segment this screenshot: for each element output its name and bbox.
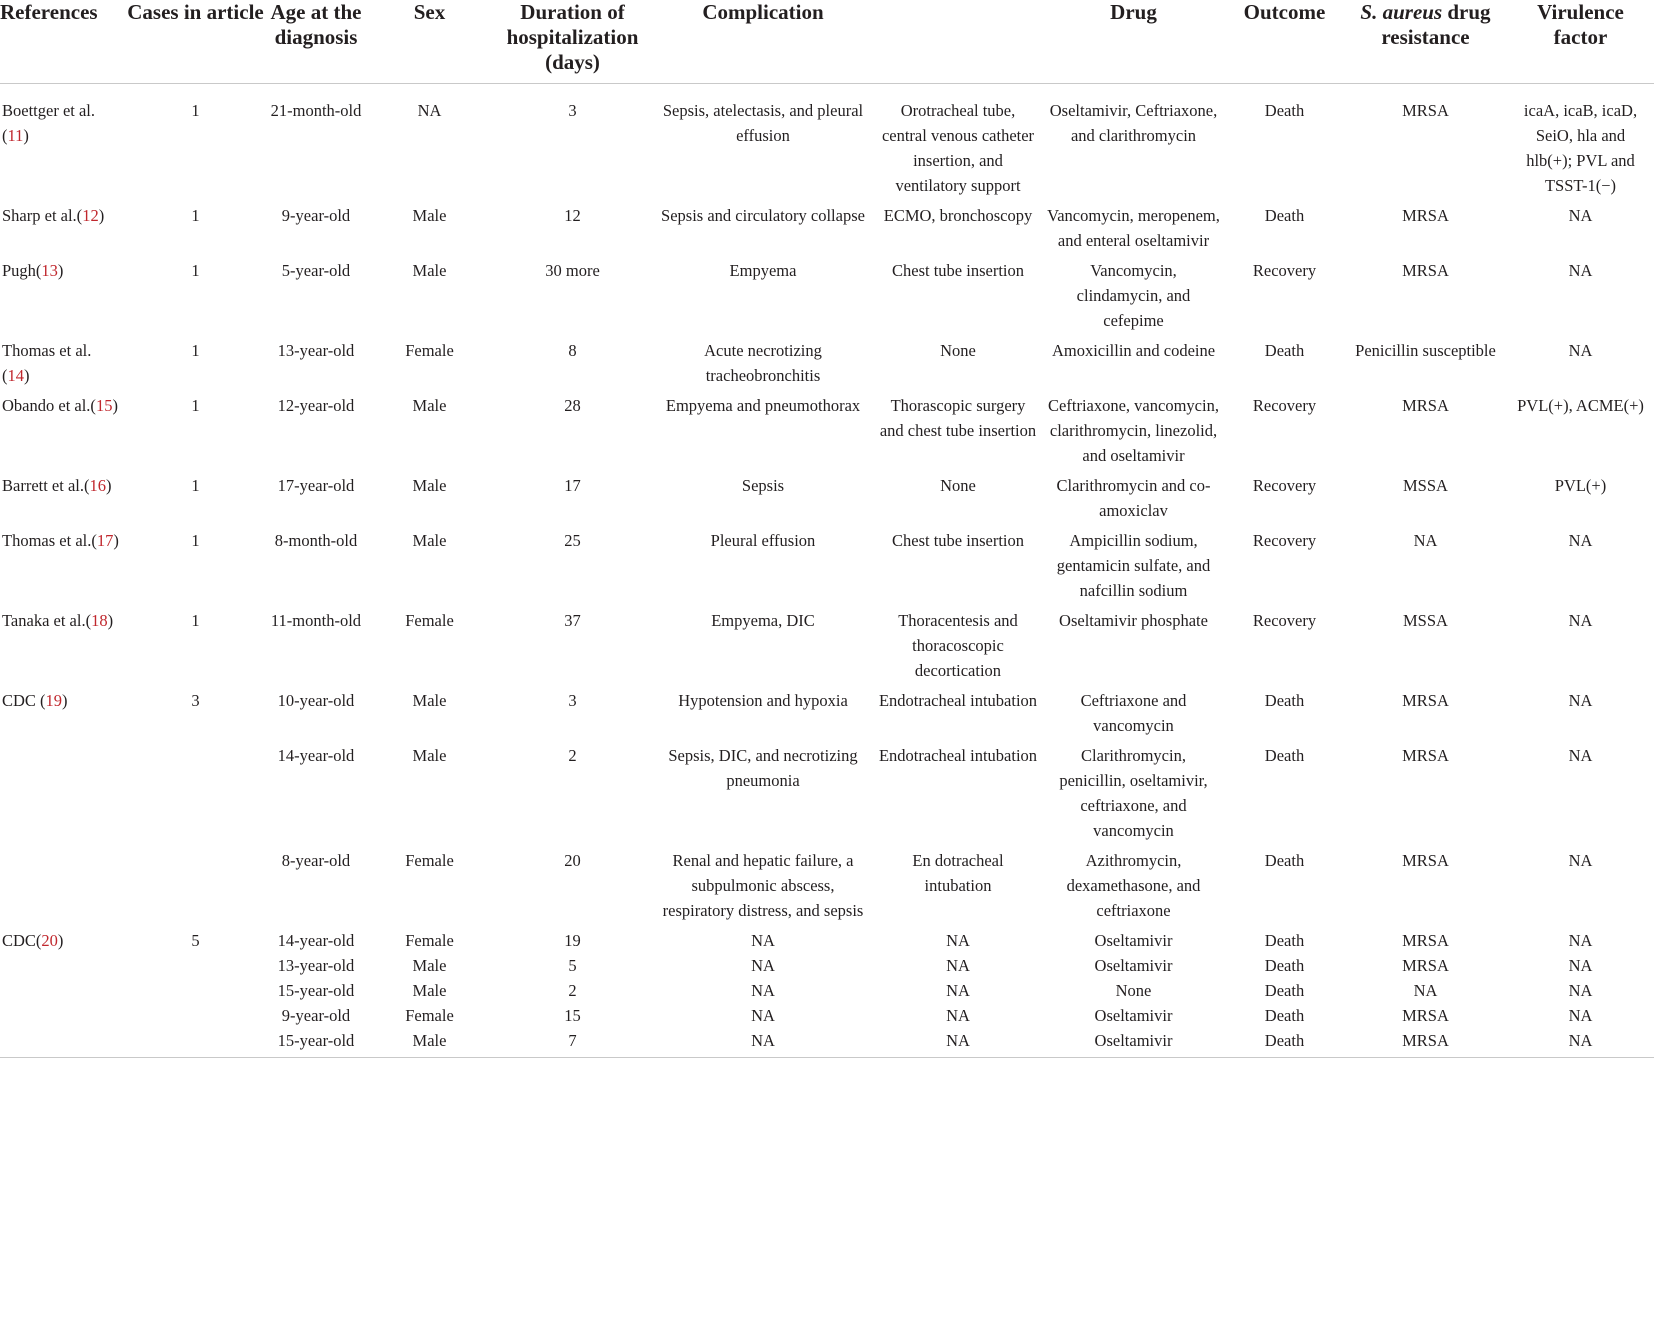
header-resistance-species: S. aureus [1360, 0, 1443, 24]
cell-age: 10-year-old [277, 691, 355, 710]
cell-drug: None [1115, 981, 1152, 1000]
cell-outcome: Recovery [1252, 476, 1317, 495]
reference-link[interactable]: 20 [41, 931, 58, 950]
header-virulence: Virulence factor [1507, 0, 1654, 84]
cell-procedure: None [940, 341, 976, 360]
cell-outcome: Death [1264, 1006, 1305, 1025]
reference-link[interactable]: 17 [96, 531, 114, 550]
cell-drug: Amoxicillin and codeine [1051, 341, 1216, 360]
cell-procedure: NA [946, 1006, 970, 1025]
header-duration: Duration of hospitalization (days) [493, 0, 652, 84]
cell-reference [0, 203, 125, 258]
reference-close: ) [107, 611, 114, 630]
cell-resistance: MSSA [1403, 476, 1448, 495]
reference-text: Thomas et al.( [2, 531, 97, 550]
reference-text: Tanaka et al.( [2, 611, 92, 630]
cell-duration: 8 [568, 341, 577, 360]
cell-duration: 5 [568, 956, 577, 975]
cell-duration: 15 [564, 1006, 581, 1025]
header-resistance [1344, 0, 1507, 84]
cell-drug: Azithromycin, dexamethasone, and ceftriaxone [1066, 851, 1201, 920]
cell-reference [0, 848, 125, 928]
cell-cases: 3 [191, 691, 200, 710]
header-sex: Sex [366, 0, 493, 84]
header-drug: Drug [1042, 0, 1225, 84]
reference-link[interactable]: 11 [7, 126, 24, 145]
cell-sex: Female [405, 611, 454, 630]
cell-virulence: NA [1568, 531, 1593, 550]
table-row [0, 528, 1654, 608]
cell-age: 8-month-old [274, 531, 358, 550]
cell-sex: Male [412, 981, 447, 1000]
cell-complication: Pleural effusion [710, 531, 816, 550]
cell-duration: 17 [564, 476, 581, 495]
cell-age: 17-year-old [277, 476, 355, 495]
header-resistance-label: drug resistance [1381, 0, 1491, 49]
cell-resistance: MRSA [1344, 1028, 1507, 1058]
cell-cases: 1 [191, 611, 200, 630]
cell-sex: Male [412, 691, 447, 710]
table-row [0, 338, 1654, 393]
cell-virulence: PVL(+) [1554, 476, 1607, 495]
reference-link[interactable]: 19 [45, 691, 63, 710]
cell-procedure: Thorascopic surgery and chest tube insertion [879, 396, 1037, 440]
cell-complication: NA [751, 1006, 775, 1025]
table-header [0, 0, 1654, 84]
cell-sex: Female [405, 341, 454, 360]
cell-age: 14-year-old [277, 931, 355, 950]
cell-reference [0, 743, 125, 848]
cell-cases [125, 978, 266, 1003]
cell-procedure: Chest tube insertion [892, 261, 1024, 280]
cell-complication: Empyema [729, 261, 797, 280]
cell-complication: NA [751, 956, 775, 975]
cell-complication: Sepsis, atelectasis, and pleural effusion [662, 101, 864, 145]
cell-resistance: MRSA [1402, 261, 1449, 280]
cell-virulence: NA [1568, 341, 1593, 360]
table-row [0, 393, 1654, 473]
cell-complication: Renal and hepatic failure, a subpulmonic abscess, respiratory distress, and sepsis [662, 851, 864, 920]
cell-cases: 1 [191, 476, 200, 495]
cell-duration: 28 [564, 396, 581, 415]
cell-cases [125, 953, 266, 978]
cell-outcome: Death [1264, 206, 1305, 225]
reference-text: Pugh( [2, 261, 42, 280]
cell-complication: Sepsis, DIC, and necrotizing pneumonia [668, 746, 858, 790]
cell-resistance: NA [1413, 531, 1438, 550]
cell-resistance: MRSA [1402, 851, 1449, 870]
cell-sex: Male [412, 476, 447, 495]
table-row [0, 743, 1654, 848]
cell-sex: Male [412, 206, 447, 225]
cell-resistance: MSSA [1403, 611, 1448, 630]
cell-age: 15-year-old [266, 1028, 366, 1058]
cell-procedure: NA [874, 1028, 1042, 1058]
cell-age: 13-year-old [277, 956, 355, 975]
cell-cases: 1 [191, 261, 200, 280]
table-row [0, 608, 1654, 688]
cell-resistance: MRSA [1402, 206, 1449, 225]
reference-link[interactable]: 14 [7, 366, 24, 385]
cell-outcome: Death [1264, 981, 1305, 1000]
cell-outcome: Recovery [1252, 261, 1317, 280]
cell-sex: Female [405, 1006, 454, 1025]
cell-drug: Oseltamivir phosphate [1059, 611, 1208, 630]
cell-sex: Male [412, 531, 447, 550]
table-row [0, 688, 1654, 743]
reference-text: CDC( [2, 931, 42, 950]
cell-drug: Oseltamivir [1094, 1006, 1173, 1025]
cell-cases: 1 [191, 396, 200, 415]
cell-resistance: MRSA [1402, 746, 1449, 765]
cell-virulence: NA [1568, 956, 1593, 975]
cell-age: 21-month-old [270, 101, 362, 120]
reference-close: ) [57, 931, 64, 950]
cell-virulence: NA [1568, 261, 1593, 280]
cell-drug: Ceftriaxone and vancomycin [1080, 691, 1187, 735]
cell-virulence: icaA, icaB, icaD, SeiO, hla and hlb(+); PVL and TSST-1(−) [1523, 101, 1638, 195]
reference-link[interactable]: 16 [89, 476, 106, 495]
cell-reference [0, 1003, 125, 1028]
table-row [0, 848, 1654, 928]
cell-sex: Male [412, 261, 447, 280]
header-age: Age at the diagnosis [266, 0, 366, 84]
cell-cases [125, 1028, 266, 1058]
cell-age: 8-year-old [281, 851, 351, 870]
header-references: References [0, 0, 125, 84]
header-procedure [874, 0, 1042, 84]
cell-outcome: Death [1264, 101, 1305, 120]
cell-cases [125, 848, 266, 928]
table-row [0, 98, 1654, 203]
cell-cases [125, 1003, 266, 1028]
table-row [0, 1003, 1654, 1028]
table-body [0, 84, 1654, 1058]
cell-sex: NA [417, 101, 442, 120]
cell-resistance: MRSA [1402, 101, 1449, 120]
cell-reference [0, 528, 125, 608]
reference-close: ) [24, 366, 30, 385]
cell-drug: Oseltamivir [1094, 956, 1173, 975]
reference-close: ) [62, 691, 68, 710]
cell-sex: Male [366, 1028, 493, 1058]
cell-duration: 12 [564, 206, 581, 225]
cell-procedure: Thoracentesis and thoracoscopic decortication [898, 611, 1018, 680]
cell-virulence: NA [1568, 1006, 1593, 1025]
cell-reference [0, 978, 125, 1003]
cell-virulence: PVL(+), ACME(+) [1517, 396, 1644, 415]
cell-procedure: Endotracheal intubation [878, 746, 1038, 765]
cell-procedure: En dotracheal intubation [912, 851, 1004, 895]
reference-link[interactable]: 12 [82, 206, 99, 225]
cell-virulence: NA [1568, 931, 1593, 950]
cell-complication: Sepsis [741, 476, 785, 495]
cell-cases: 5 [191, 931, 200, 950]
cell-complication: Empyema and pneumothorax [665, 396, 861, 415]
cell-drug: Oseltamivir [1094, 931, 1173, 950]
cell-reference [0, 608, 125, 688]
reference-text: Obando et al.( [2, 396, 96, 415]
header-cases: Cases in article [125, 0, 266, 84]
cell-procedure: Orotracheal tube, central venous catheter insertion, and ventilatory support [881, 101, 1035, 195]
cell-complication: NA [652, 1028, 874, 1058]
cell-duration: 20 [564, 851, 581, 870]
reference-close: ) [57, 261, 64, 280]
reference-link[interactable]: 13 [41, 261, 58, 280]
cell-procedure: NA [946, 981, 970, 1000]
table-row [0, 978, 1654, 1003]
table-row [0, 203, 1654, 258]
cell-procedure: Chest tube insertion [892, 531, 1024, 550]
cell-outcome: Death [1264, 691, 1305, 710]
cell-reference [0, 258, 125, 338]
reference-close: ) [112, 396, 118, 415]
cell-outcome: Recovery [1252, 396, 1317, 415]
cell-sex: Male [412, 746, 447, 765]
cell-complication: Empyema, DIC [711, 611, 815, 630]
header-complication: Complication [652, 0, 874, 84]
table-row [0, 473, 1654, 528]
cell-procedure: NA [946, 931, 970, 950]
reference-close: ) [23, 126, 29, 145]
cell-age: 13-year-old [277, 341, 355, 360]
cell-age: 9-year-old [281, 206, 351, 225]
reference-close: ) [113, 531, 119, 550]
cell-procedure: ECMO, bronchoscopy [883, 206, 1033, 225]
cell-drug: Clarithromycin and co-amoxiclav [1056, 476, 1211, 520]
cell-resistance: MRSA [1402, 691, 1449, 710]
cell-cases: 1 [191, 341, 200, 360]
cell-complication: NA [751, 931, 775, 950]
cell-drug: Ceftriaxone, vancomycin, clarithromycin, linezolid, and oseltamivir [1048, 396, 1219, 465]
cell-resistance: MRSA [1402, 1006, 1449, 1025]
cell-duration: 3 [568, 691, 577, 710]
cell-outcome: Death [1264, 851, 1305, 870]
cell-age: 5-year-old [281, 261, 351, 280]
header-outcome: Outcome [1225, 0, 1344, 84]
cell-outcome: Death [1264, 341, 1305, 360]
cell-outcome: Death [1264, 931, 1305, 950]
cell-sex: Female [405, 931, 454, 950]
cell-age: 11-month-old [270, 611, 362, 630]
cell-drug: Ampicillin sodium, gentamicin sulfate, and nafcillin sodium [1056, 531, 1211, 600]
table-row [0, 1028, 1654, 1058]
cell-procedure: Endotracheal intubation [878, 691, 1038, 710]
cell-complication: NA [751, 981, 775, 1000]
table-row [0, 928, 1654, 953]
cell-complication: Acute necrotizing tracheobronchitis [704, 341, 822, 385]
cell-resistance: MRSA [1402, 396, 1449, 415]
cell-reference [0, 1028, 125, 1058]
cell-drug: Clarithromycin, penicillin, oseltamivir, ceftriaxone, and vancomycin [1059, 746, 1208, 840]
cell-duration: 2 [568, 981, 577, 1000]
cell-drug: Oseltamivir [1042, 1028, 1225, 1058]
cell-cases: 1 [191, 531, 200, 550]
reference-text: Thomas et al. ( [2, 341, 92, 385]
cell-resistance: Penicillin susceptible [1355, 341, 1496, 360]
cell-age: 14-year-old [277, 746, 355, 765]
cell-sex: Male [412, 956, 447, 975]
cell-virulence: NA [1568, 611, 1593, 630]
cell-age: 15-year-old [277, 981, 355, 1000]
cell-outcome: Recovery [1252, 611, 1317, 630]
cell-duration: 2 [568, 746, 577, 765]
reference-link[interactable]: 15 [95, 396, 113, 415]
cell-cases [125, 743, 266, 848]
cell-virulence: NA [1568, 746, 1593, 765]
cell-drug: Oseltamivir, Ceftriaxone, and clarithromycin [1049, 101, 1218, 145]
cell-age: 12-year-old [277, 396, 355, 415]
cell-virulence: NA [1568, 851, 1593, 870]
cell-reference [0, 928, 125, 953]
cell-reference [0, 473, 125, 528]
cell-duration: 3 [568, 101, 577, 120]
cell-resistance: MRSA [1402, 931, 1449, 950]
cell-duration: 25 [564, 531, 581, 550]
reference-link[interactable]: 18 [91, 611, 108, 630]
cell-virulence: NA [1568, 981, 1593, 1000]
reference-close: ) [106, 476, 112, 495]
cell-outcome: Death [1225, 1028, 1344, 1058]
cell-reference [0, 393, 125, 473]
cell-duration: 37 [564, 611, 581, 630]
cell-reference [0, 98, 125, 203]
cell-duration: 7 [493, 1028, 652, 1058]
cell-procedure: None [940, 476, 976, 495]
cell-outcome: Recovery [1252, 531, 1317, 550]
cell-sex: Female [405, 851, 454, 870]
cell-procedure: NA [946, 956, 970, 975]
cell-virulence: NA [1507, 1028, 1654, 1058]
cell-reference [0, 953, 125, 978]
cell-virulence: NA [1568, 206, 1593, 225]
cell-outcome: Death [1264, 956, 1305, 975]
cell-duration: 19 [564, 931, 581, 950]
cell-reference [0, 688, 125, 743]
cell-cases: 1 [191, 206, 200, 225]
cell-age: 9-year-old [281, 1006, 351, 1025]
cell-resistance: MRSA [1402, 956, 1449, 975]
reference-close: ) [98, 206, 105, 225]
cell-drug: Vancomycin, meropenem, and enteral oseltamivir [1047, 206, 1220, 250]
cell-complication: Sepsis and circulatory collapse [661, 206, 865, 225]
cell-complication: Hypotension and hypoxia [678, 691, 848, 710]
cell-drug: Vancomycin, clindamycin, and cefepime [1076, 261, 1191, 330]
cell-outcome: Death [1264, 746, 1305, 765]
cell-cases: 1 [191, 101, 200, 120]
cell-reference [0, 338, 125, 393]
reference-text: Barrett et al.( [2, 476, 90, 495]
reference-text: Sharp et al.( [2, 206, 83, 225]
table-row [0, 258, 1654, 338]
cell-virulence: NA [1568, 691, 1593, 710]
reference-text: Boettger et al.( [2, 101, 96, 145]
table-row [0, 953, 1654, 978]
cell-duration: 30 more [545, 261, 600, 280]
cell-sex: Male [412, 396, 447, 415]
cell-resistance: NA [1413, 981, 1438, 1000]
reference-text: CDC ( [2, 691, 46, 710]
